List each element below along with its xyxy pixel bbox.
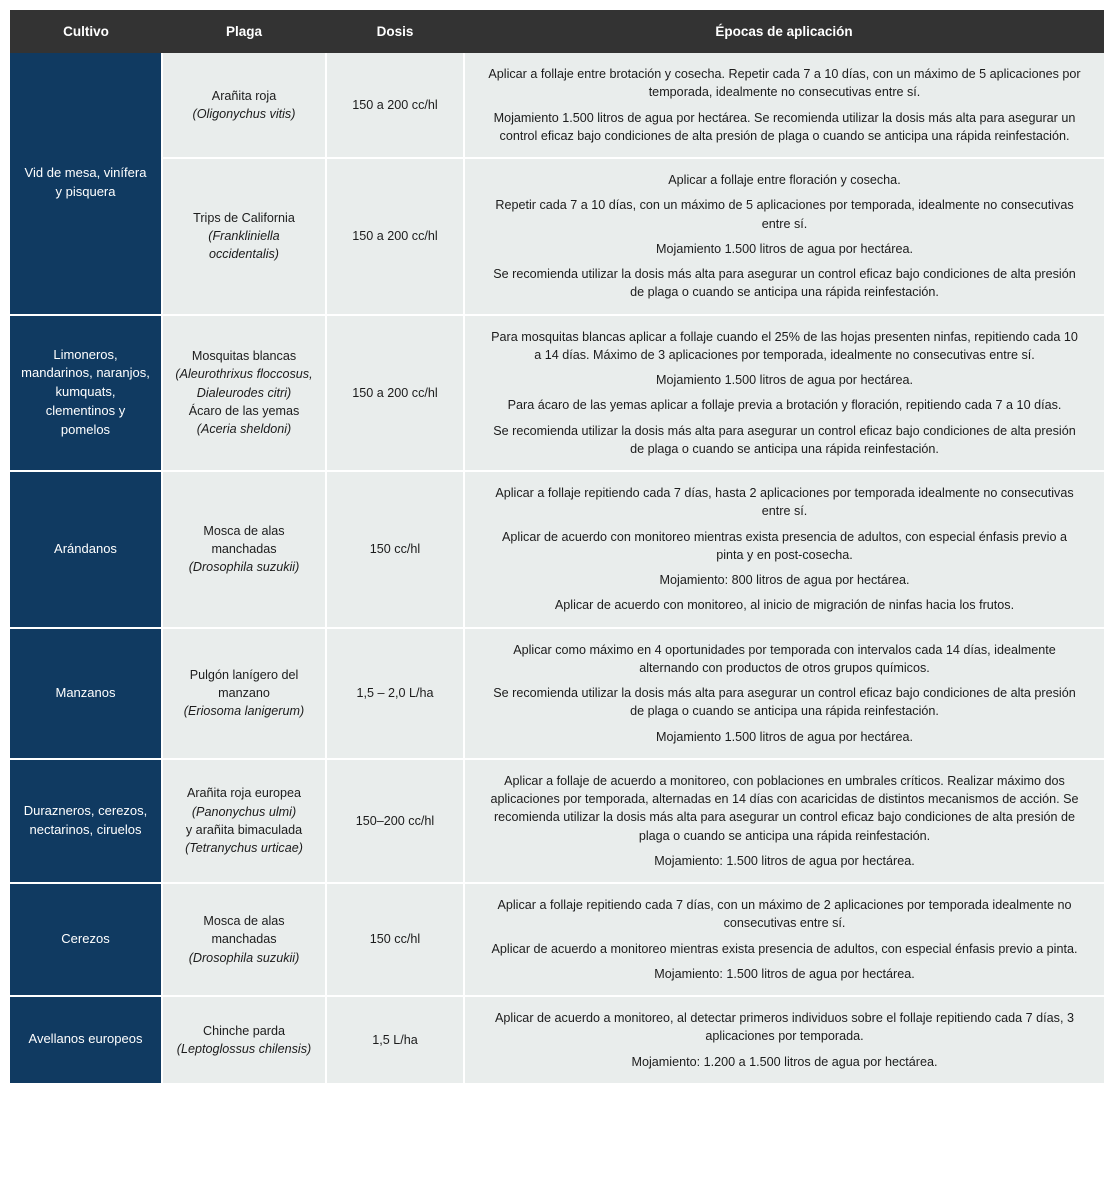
epoca-paragraph: Aplicar de acuerdo con monitoreo, al inicio de migración de ninfas hacia los frutos. [554,598,1015,613]
epoca-paragraph: Para ácaro de las yemas aplicar a follaje previa a brotación y floración, repitiendo cada 7 a 10 días. [507,398,1062,413]
column-header-dosis: Dosis [326,10,464,53]
plaga-common-name: Chinche parda [203,1023,285,1038]
column-header-epocas: Épocas de aplicación [464,10,1104,53]
table-row [10,471,1104,628]
epoca-paragraph: Mojamiento 1.500 litros de agua por hectárea. [656,241,913,256]
plaga-scientific-name: (Oligonychus vitis) [192,107,296,121]
plaga-common-name-secondary: y arañita bimaculada [185,822,303,837]
cell-epocas [464,158,1104,315]
plaga-common-name: Arañita roja [211,88,277,103]
cell-epocas [464,883,1104,996]
plaga-scientific-name-secondary: (Tetranychus urticae) [185,841,303,856]
cell-dosis: 150 a 200 cc/hl [326,315,464,472]
plaga-common-name-secondary: Ácaro de las yemas [188,403,300,418]
plaga-scientific-name: (Leptoglossus chilensis) [176,1041,312,1056]
cell-epocas [464,996,1104,1083]
epoca-paragraph: Para mosquitas blancas aplicar a follaje cuando el 25% de las hojas presenten ninfas, repitiendo cada 10 a 14 días. Máximo de 3 aplicaciones por temporada, idealmente no consecutivas entre sí. [491,329,1078,362]
epoca-paragraph: Se recomienda utilizar la dosis más alta para asegurar un control eficaz bajo condiciones de alta presión de plaga o cuando se anticipa una rápida reinfestación. [493,686,1076,719]
epoca-paragraph: Mojamiento: 1.500 litros de agua por hectárea. [654,966,915,981]
cell-cultivo: Cerezos [10,883,162,996]
cell-cultivo: Limoneros, mandarinos, naranjos, kumquats, clementinos y pomelos [10,315,162,472]
cell-plaga [162,158,326,315]
column-header-cultivo: Cultivo [10,10,162,53]
plaga-common-name: Mosca de alas manchadas [203,523,285,557]
plaga-scientific-name: (Eriosoma lanigerum) [183,704,305,719]
column-header-plaga: Plaga [162,10,326,53]
table-row [10,759,1104,883]
cell-plaga [162,996,326,1083]
cell-epocas [464,315,1104,472]
plaga-scientific-name: (Aleurothrixus floccosus, Dialeurodes citri) [175,367,313,400]
epoca-paragraph: Mojamiento: 1.500 litros de agua por hectárea. [654,853,915,868]
epoca-paragraph: Aplicar como máximo en 4 oportunidades por temporada con intervalos cada 14 días, idealmente alternando con productos de otros grupos químicos. [513,642,1056,675]
cell-epocas [464,628,1104,759]
cell-epocas [464,471,1104,628]
epoca-paragraph: Aplicar a follaje repitiendo cada 7 días, hasta 2 aplicaciones por temporada idealmente no consecutivas entre sí. [495,486,1074,519]
plaga-scientific-name: (Drosophila suzukii) [188,950,300,965]
plaga-scientific-name: (Frankliniella occidentalis) [208,229,280,262]
cell-plaga [162,628,326,759]
cell-cultivo: Manzanos [10,628,162,759]
table-row [10,628,1104,759]
table-header [10,10,1104,53]
epoca-paragraph: Se recomienda utilizar la dosis más alta para asegurar un control eficaz bajo condiciones de alta presión de plaga o cuando se anticipa una rápida reinfestación. [493,423,1076,456]
epoca-paragraph: Aplicar a follaje de acuerdo a monitoreo, con poblaciones en umbrales críticos. Realizar máximo dos aplicaciones por temporada, alternadas en 14 días con acaricidas de distintos mecanismos de acción. Se recomienda utilizar la dosis más alta para asegurar un control eficaz bajo condiciones de alta presión de plaga o cuando se anticipa una rápida reinfestación. [490,773,1079,843]
cell-cultivo: Durazneros, cerezos, nectarinos, ciruelos [10,759,162,883]
epoca-paragraph: Mojamiento: 1.200 a 1.500 litros de agua por hectárea. [631,1054,938,1069]
plaga-common-name: Arañita roja europea [186,786,302,801]
application-table [10,10,1104,1083]
plaga-scientific-name-secondary: (Aceria sheldoni) [196,422,292,437]
table-row [10,53,1104,158]
cell-cultivo: Arándanos [10,471,162,628]
epoca-paragraph: Aplicar de acuerdo a monitoreo mientras exista presencia de adultos, con especial énfasis previo a pinta. [491,941,1078,956]
epoca-paragraph: Mojamiento 1.500 litros de agua por hectárea. [656,373,913,387]
header-row [10,10,1104,53]
table-row [10,315,1104,472]
cell-plaga [162,471,326,628]
epoca-paragraph: Aplicar de acuerdo a monitoreo, al detectar primeros individuos sobre el follaje repitiendo cada 7 días, 3 aplicaciones por temporada. [495,1011,1074,1044]
plaga-common-name: Mosca de alas manchadas [203,914,285,947]
cell-dosis: 1,5 – 2,0 L/ha [326,628,464,759]
cell-epocas [464,53,1104,158]
cell-dosis: 150 cc/hl [326,883,464,996]
epoca-paragraph: Se recomienda utilizar la dosis más alta para asegurar un control eficaz bajo condiciones de alta presión de plaga o cuando se anticipa una rápida reinfestación. [493,267,1076,300]
cell-epocas [464,759,1104,883]
epoca-paragraph: Aplicar a follaje repitiendo cada 7 días, con un máximo de 2 aplicaciones por temporada idealmente no consecutivas entre sí. [497,898,1072,931]
cell-dosis: 1,5 L/ha [326,996,464,1083]
epoca-paragraph: Mojamiento 1.500 litros de agua por hectárea. Se recomienda utilizar la dosis más alta para asegurar un control eficaz bajo condiciones de alta presión de plaga o cuando se anticipa una rápida reinfestación. [493,110,1076,143]
cell-dosis: 150 a 200 cc/hl [326,53,464,158]
cell-dosis: 150–200 cc/hl [326,759,464,883]
epoca-paragraph: Repetir cada 7 a 10 días, con un máximo de 5 aplicaciones por temporada, idealmente no consecutivas entre sí. [495,198,1074,231]
plaga-common-name: Trips de California [193,210,295,225]
epoca-paragraph: Mojamiento: 800 litros de agua por hectárea. [659,573,910,587]
plaga-scientific-name: (Panonychus ulmi) [191,804,297,819]
cell-plaga [162,315,326,472]
epoca-paragraph: Aplicar a follaje entre brotación y cosecha. Repetir cada 7 a 10 días, con un máximo de 5 aplicaciones por temporada, idealmente no consecutivas entre sí. [488,67,1081,100]
cell-plaga [162,759,326,883]
table-row [10,158,1104,315]
cell-dosis: 150 a 200 cc/hl [326,158,464,315]
epoca-paragraph: Mojamiento 1.500 litros de agua por hectárea. [656,729,913,744]
cell-cultivo: Avellanos europeos [10,996,162,1083]
plaga-common-name: Pulgón lanígero del manzano [189,667,299,700]
cell-cultivo: Vid de mesa, vinífera y pisquera [10,53,162,315]
table-row [10,996,1104,1083]
plaga-scientific-name: (Drosophila suzukii) [188,560,300,575]
cell-dosis: 150 cc/hl [326,471,464,628]
cell-plaga [162,53,326,158]
cell-plaga [162,883,326,996]
plaga-common-name: Mosquitas blancas [191,349,297,364]
epoca-paragraph: Aplicar de acuerdo con monitoreo mientras exista presencia de adultos, con especial énfasis previo a pinta y en post-cosecha. [502,529,1067,562]
epoca-paragraph: Aplicar a follaje entre floración y cosecha. [668,173,901,187]
table-row [10,883,1104,996]
table-body [10,53,1104,1083]
